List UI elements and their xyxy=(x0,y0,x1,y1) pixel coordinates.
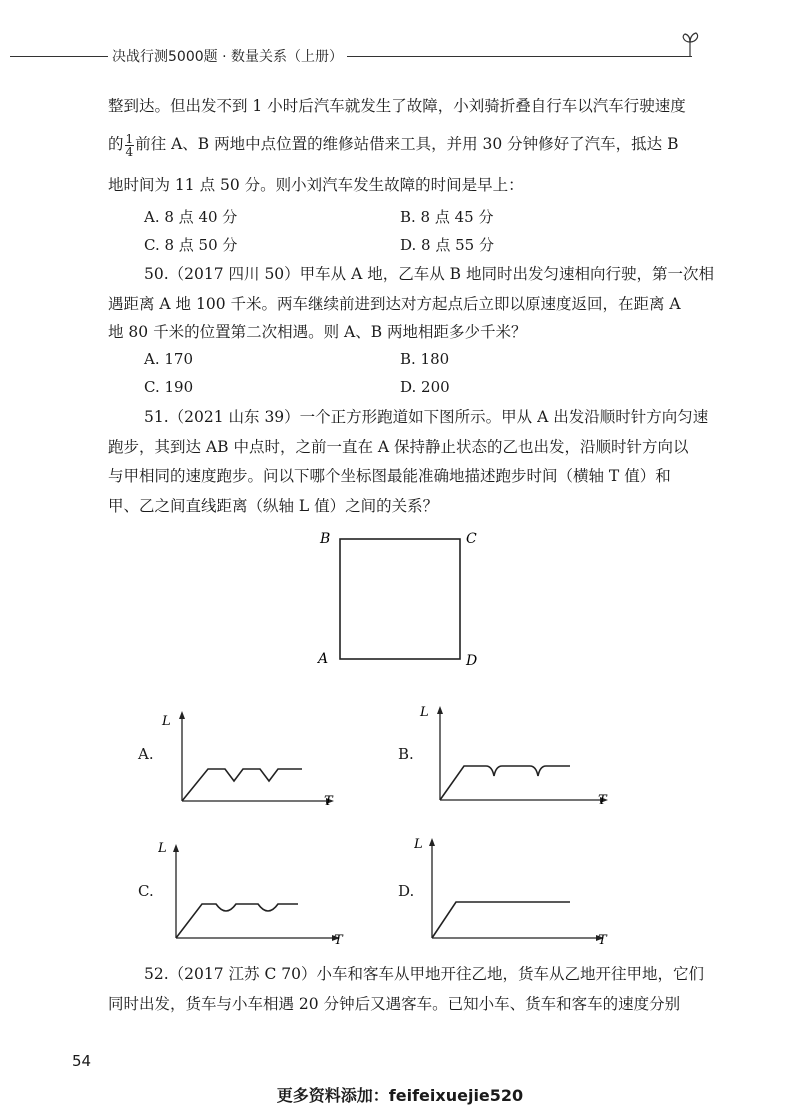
square-track xyxy=(340,539,460,659)
header-rule-left xyxy=(10,56,110,57)
graph-a-x-label: T xyxy=(324,794,333,809)
graph-b-x-label: T xyxy=(598,793,607,808)
graph-a-curve xyxy=(182,769,302,801)
q52-line-1: 52.（2017 江苏 C 70）小车和客车从甲地开往乙地，货车从乙地开往甲地，它们 xyxy=(144,965,704,983)
q51-line-4: 甲、乙之间直线距离（纵轴 L 值）之间的关系？ xyxy=(108,497,439,515)
fraction-one-quarter xyxy=(125,133,135,158)
graph-a-y-label: L xyxy=(162,714,171,729)
graph-c xyxy=(158,836,348,951)
graph-b-curve xyxy=(440,766,570,800)
graph-a xyxy=(160,705,340,815)
q50-option-b: B. 180 xyxy=(400,350,450,368)
page-number: 54 xyxy=(72,1052,92,1070)
graph-b xyxy=(418,700,618,815)
q49-option-c: C. 8 点 50 分 xyxy=(144,236,238,254)
q49-line-2-pre: 的 xyxy=(108,135,124,153)
q51-line-1: 51.（2021 山东 39）一个正方形跑道如下图所示。甲从 A 出发沿顺时针方向匀速 xyxy=(144,408,709,426)
graph-d-y-label: L xyxy=(414,837,423,852)
graph-d-x-label: T xyxy=(598,933,607,948)
q49-option-a: A. 8 点 40 分 xyxy=(144,208,238,226)
sprout-icon xyxy=(676,30,706,60)
q50-line-2: 遇距离 A 地 100 千米。两车继续前进到达对方起点后立即以原速度返回，在距离 A xyxy=(108,295,681,313)
q49-line-2 xyxy=(108,132,679,158)
graph-b-label: B. xyxy=(398,745,414,763)
q50-option-a: A. 170 xyxy=(144,350,193,368)
q49-option-b: B. 8 点 45 分 xyxy=(400,208,494,226)
q50-line-3: 地 80 千米的位置第二次相遇。则 A、B 两地相距多少千米？ xyxy=(108,323,527,341)
square-track-figure xyxy=(300,525,500,675)
corner-label-d: D xyxy=(466,653,478,669)
fraction-numerator: 1 xyxy=(125,131,134,146)
fraction-denominator: 4 xyxy=(125,144,134,159)
graph-b-y-label: L xyxy=(420,705,429,720)
q50-option-d: D. 200 xyxy=(400,378,450,396)
graph-c-y-label: L xyxy=(158,841,167,856)
corner-label-b: B xyxy=(320,531,331,547)
graph-d-label: D. xyxy=(398,882,415,900)
graph-d xyxy=(414,830,614,950)
q51-line-3: 与甲相同的速度跑步。问以下哪个坐标图最能准确地描述跑步时间（横轴 T 值）和 xyxy=(108,467,671,485)
q49-line-2-post: 前往 A、B 两地中点位置的维修站借来工具，并用 30 分钟修好了汽车，抵达 B xyxy=(135,135,679,153)
q51-line-2: 跑步，其到达 AB 中点时，之前一直在 A 保持静止状态的乙也出发，沿顺时针方向以 xyxy=(108,438,689,456)
graph-a-label: A. xyxy=(138,745,154,763)
footer-note: 更多资料添加：feifeixuejie520 xyxy=(276,1086,524,1105)
q52-line-2: 同时出发，货车与小车相遇 20 分钟后又遇客车。已知小车、货车和客车的速度分别 xyxy=(108,995,681,1013)
graph-c-label: C. xyxy=(138,882,154,900)
q49-option-d: D. 8 点 55 分 xyxy=(400,236,494,254)
q49-line-1: 整到达。但出发不到 1 小时后汽车就发生了故障，小刘骑折叠自行车以汽车行驶速度 xyxy=(108,97,686,115)
q49-line-3: 地时间为 11 点 50 分。则小刘汽车发生故障的时间是早上： xyxy=(108,176,524,194)
book-title: 决战行测5000题 · 数量关系（上册） xyxy=(108,46,347,66)
graph-d-curve xyxy=(432,902,570,938)
q50-option-c: C. 190 xyxy=(144,378,194,396)
graph-c-x-label: T xyxy=(334,933,343,948)
corner-label-c: C xyxy=(466,531,477,547)
q50-line-1: 50.（2017 四川 50）甲车从 A 地，乙车从 B 地同时出发匀速相向行驶，第一次相 xyxy=(144,265,714,283)
header-rule-right xyxy=(330,56,692,57)
corner-label-a: A xyxy=(318,651,329,667)
graph-c-curve xyxy=(176,904,298,938)
